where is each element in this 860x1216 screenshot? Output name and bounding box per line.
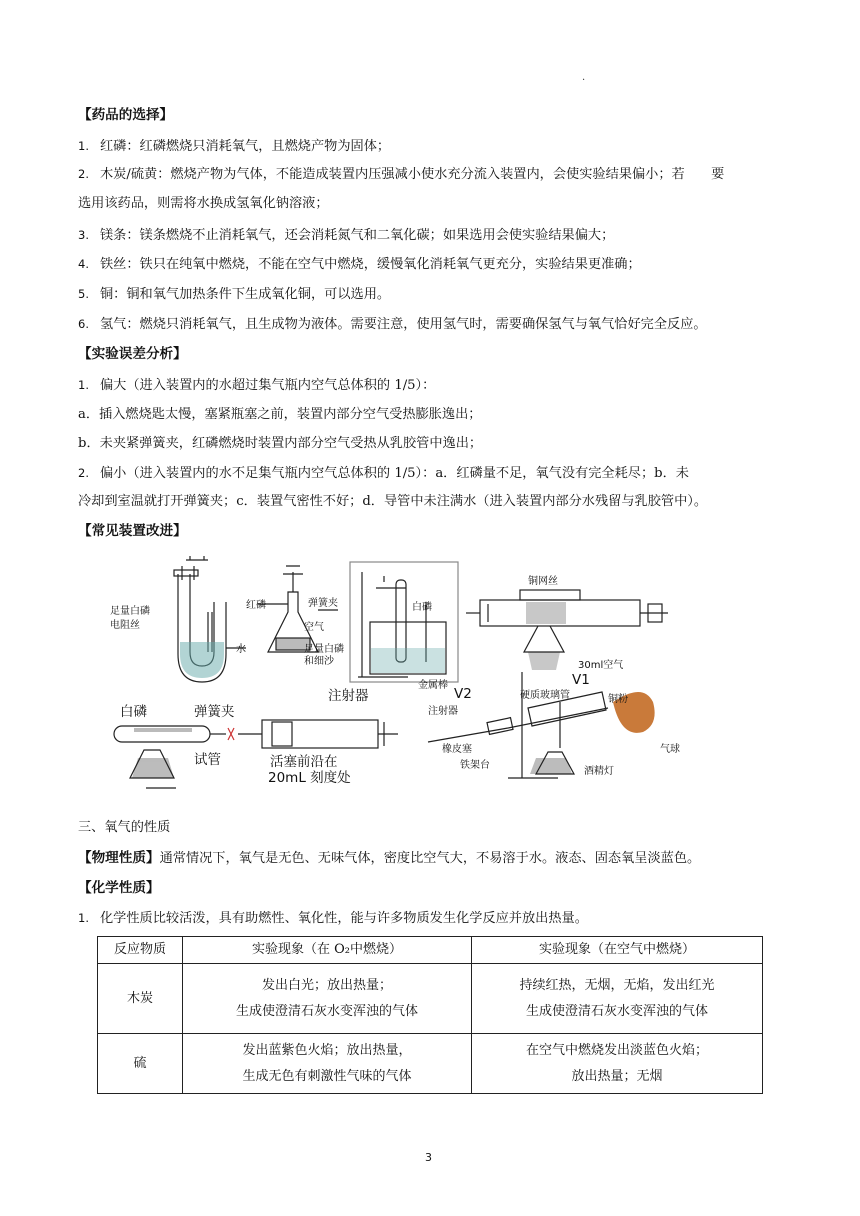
label-20ml-mark: 20mL 刻度处 [268,770,351,786]
cell-line: 放出热量；无烟 [571,1068,663,1084]
drug-item-6 [78,315,707,334]
label-water: 水 [236,644,246,655]
label-test-tube: 试管 [194,752,221,768]
heading-physical: 【物理性质】 [78,850,160,866]
item-text: 铜：铜和氧气加热条件下生成氧化铜，可以选用。 [100,287,391,302]
header-in-air: 实验现象（在空气中燃烧） [472,937,763,964]
cell-line: 在空气中燃烧发出淡蓝色火焰； [525,1042,708,1058]
label-metal-rod: 金属棒 [418,680,448,691]
item-text: 偏大（进入装置内的水超过集气瓶内空气总体积的 1/5）： [100,378,436,393]
label-hard-glass-tube: 硬质玻璃管 [520,690,570,701]
item-number: 1. [78,378,89,392]
heading-drug-selection: 【药品的选择】 [78,107,174,123]
label-and-sand: 和细沙 [304,656,334,667]
item-number: 2. [78,167,89,181]
item-text: 镁条：镁条燃烧不止消耗氧气，还会消耗氮气和二氧化碳；如果选用会使实验结果偏大； [100,228,615,243]
section-oxygen-properties: 三、氧气的性质 [78,820,171,835]
cell-air [472,1034,763,1094]
item-text: 氢气：燃烧只消耗氧气，且生成物为液体。需要注意，使用氢气时，需要确保氢气与氧气恰好完全反应。 [100,317,707,332]
physical-properties [78,849,700,868]
error-item-2-continued: 冷却到室温就打开弹簧夹；c．装置气密性不好；d．导管中未注满水（进入装置内部分水残留与乳胶管中）。 [78,494,708,509]
table-row [98,964,763,1034]
cell-line: 发出蓝紫色火焰；放出热量， [242,1042,412,1058]
label-iron-stand: 铁架台 [460,760,490,771]
item-number: 5. [78,287,89,301]
error-item-1b: b．未夹紧弹簧夹，红磷燃烧时装置内部分空气受热从乳胶管中逸出； [78,436,483,451]
label-spring-clip-2: 弹簧夹 [194,704,235,720]
item-number: 6. [78,317,89,331]
cell-line: 生成使澄清石灰水变浑浊的气体 [525,1003,708,1019]
label-syringe-2: 注射器 [428,706,458,717]
cell-line: 生成使澄清石灰水变浑浊的气体 [235,1003,418,1019]
apparatus-drawings [108,552,798,802]
item-text: 木炭/硫黄：燃烧产物为气体，不能造成装置内压强减小使水充分流入装置内，会使实验结果偏小；若 要 [100,167,725,182]
cell-o2 [183,964,472,1034]
item-text: 铁丝：铁只在纯氧中燃烧，不能在空气中燃烧，缓慢氧化消耗氧气更充分，实验结果更准确； [100,257,641,272]
label-copper-wire: 铜网丝 [528,576,558,587]
combustion-table [97,936,763,1094]
label-v1: V1 [572,672,590,688]
item-number: 1. [78,139,89,153]
header-substance: 反应物质 [98,937,183,964]
item-number: 2. [78,466,89,480]
label-30ml-air: 30ml空气 [578,660,624,671]
drug-item-2 [78,165,724,184]
item-text: 偏小（进入装置内的水不足集气瓶内空气总体积的 1/5）：a．红磷量不足，氧气没有完全耗尽；b．未 [100,466,689,481]
apparatus-figure [108,552,798,802]
header-in-o2: 实验现象（在 O₂中燃烧） [183,937,472,964]
page-number: 3 [425,1151,432,1164]
label-resistance-wire: 电阻丝 [110,620,140,631]
label-white-phosphorus-4: 白磷 [120,704,147,720]
table-row [98,1034,763,1094]
error-item-2 [78,464,689,483]
cell-o2 [183,1034,472,1094]
item-text: 化学性质比较活泼，具有助燃性、氧化性，能与许多物质发生化学反应并放出热量。 [100,911,588,926]
drug-item-1 [78,137,390,156]
heading-device-improvement: 【常见装置改进】 [78,523,187,539]
chemical-item-1 [78,909,588,928]
drug-item-5 [78,285,390,304]
cell-line: 发出白光；放出热量； [261,977,392,993]
item-number: 1. [78,911,89,925]
label-balloon: 气球 [660,744,680,755]
error-item-1 [78,376,435,395]
label-red-phosphorus: 红磷 [246,600,266,611]
drug-item-4 [78,255,641,274]
table-header-row [98,937,763,964]
cell-substance: 硫 [98,1034,183,1094]
cell-line: 生成无色有刺激性气味的气体 [242,1068,412,1084]
label-copper-powder: 铜粉 [608,694,628,705]
cell-air [472,964,763,1034]
error-item-1a: a．插入燃烧匙太慢，塞紧瓶塞之前，装置内部分空气受热膨胀逸出； [78,407,482,422]
label-white-phosphorus: 足量白磷 [110,606,150,617]
physical-text: 通常情况下，氧气是无色、无味气体，密度比空气大，不易溶于水。液态、固态氧呈淡蓝色。 [159,851,701,866]
label-white-phosphorus-3: 白磷 [412,602,432,613]
heading-chemical: 【化学性质】 [78,880,160,896]
cell-substance: 木炭 [98,964,183,1034]
item-text: 红磷：红磷燃烧只消耗氧气，且燃烧产物为固体； [100,139,391,154]
item-number: 3. [78,228,89,242]
drug-item-3 [78,226,614,245]
label-air: 空气 [304,622,324,633]
item-number: 4. [78,257,89,271]
label-piston-front: 活塞前沿在 [270,754,338,770]
label-syringe: 注射器 [328,688,369,704]
label-v2: V2 [454,686,472,702]
heading-error-analysis: 【实验误差分析】 [78,346,187,362]
label-white-phosphorus-2: 足量白磷 [304,644,344,655]
label-alcohol-lamp: 酒精灯 [584,766,614,777]
label-rubber-stopper: 橡皮塞 [442,744,472,755]
drug-item-2-continued: 选用该药品，则需将水换成氢氧化钠溶液； [78,196,329,211]
cell-line: 持续红热，无烟，无焰，发出红光 [519,977,715,993]
top-mark: . [582,72,586,83]
label-spring-clip: 弹簧夹 [308,598,338,609]
